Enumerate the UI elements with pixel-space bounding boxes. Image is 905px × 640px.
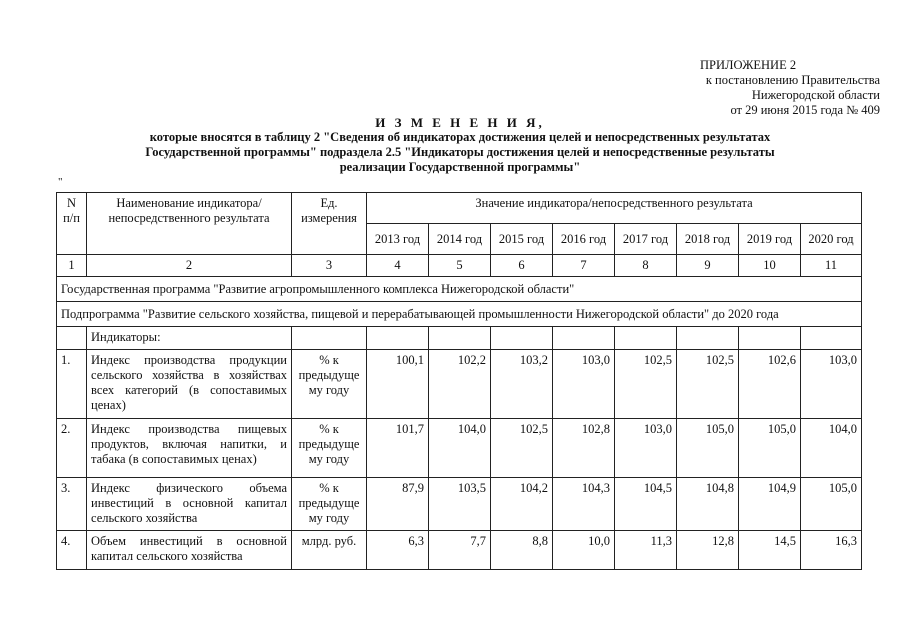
value-cell: 105,0 [677, 419, 739, 478]
value-cell: 104,3 [553, 478, 615, 531]
value-cell: 104,8 [677, 478, 739, 531]
value-cell: 105,0 [801, 478, 862, 531]
header-num: N п/п [57, 193, 87, 255]
table-row [57, 478, 862, 531]
column-number: 1 [57, 255, 87, 277]
header-year: 2018 год [677, 224, 739, 255]
value-cell: 102,6 [739, 350, 801, 419]
indicators-label: Индикаторы: [87, 327, 292, 350]
header-unit: Ед. измерения [292, 193, 367, 255]
column-number: 3 [292, 255, 367, 277]
table-row [57, 350, 862, 419]
value-cell: 104,0 [429, 419, 491, 478]
indicator-name: Индекс физического объема инвестиций в основной капитал сельского хозяйства [87, 478, 292, 531]
column-number: 8 [615, 255, 677, 277]
value-cell: 102,5 [615, 350, 677, 419]
value-cell: 103,5 [429, 478, 491, 531]
program-title: Государственная программа "Развитие агропромышленного комплекса Нижегородской области" [57, 277, 862, 302]
indicator-name: Индекс производства пищевых продуктов, включая напитки, и табака (в сопоставимых ценах) [87, 419, 292, 478]
column-number: 5 [429, 255, 491, 277]
value-cell: 104,5 [615, 478, 677, 531]
header-year: 2016 год [553, 224, 615, 255]
value-cell: 7,7 [429, 531, 491, 570]
value-cell: 104,0 [801, 419, 862, 478]
appendix-block [640, 58, 880, 118]
indicators-table [56, 192, 862, 570]
header-year: 2014 год [429, 224, 491, 255]
value-cell: 87,9 [367, 478, 429, 531]
value-cell: 16,3 [801, 531, 862, 570]
value-cell: 103,0 [801, 350, 862, 419]
table-row [57, 531, 862, 570]
unit-cell: % к предыдуще му году [292, 419, 367, 478]
document-heading [90, 115, 830, 175]
row-number: 1. [57, 350, 87, 419]
appendix-line: к постановлению Правительства [705, 73, 880, 87]
column-number: 11 [801, 255, 862, 277]
heading-line: Государственной программы" подраздела 2.5 "Индикаторы достижения целей и непосредственные результаты [145, 145, 775, 159]
unit-cell: % к предыдуще му году [292, 478, 367, 531]
heading-line: реализации Государственной программы" [339, 160, 581, 174]
header-value: Значение индикатора/непосредственного результата [367, 193, 862, 224]
appendix-line: Нижегородской области [751, 88, 880, 102]
header-year: 2013 год [367, 224, 429, 255]
column-number-row [57, 255, 862, 277]
header-name: Наименование индикатора/ непосредственного результата [87, 193, 292, 255]
indicator-name: Объем инвестиций в основной капитал сельского хозяйства [87, 531, 292, 570]
value-cell: 102,8 [553, 419, 615, 478]
value-cell: 8,8 [491, 531, 553, 570]
indicators-label-row [57, 327, 862, 350]
header-year: 2017 год [615, 224, 677, 255]
row-number: 3. [57, 478, 87, 531]
heading-title: И З М Е Н Е Н И Я, [375, 115, 545, 130]
value-cell: 104,2 [491, 478, 553, 531]
value-cell: 100,1 [367, 350, 429, 419]
column-number: 2 [87, 255, 292, 277]
subprogram-title: Подпрограмма "Развитие сельского хозяйства, пищевой и перерабатывающей промышленности Нижегородской области" до 2020 года [57, 302, 862, 327]
value-cell: 6,3 [367, 531, 429, 570]
appendix-line: от 29 июня 2015 года № 409 [730, 103, 880, 117]
appendix-line: ПРИЛОЖЕНИЕ 2 [700, 58, 797, 72]
value-cell: 104,9 [739, 478, 801, 531]
value-cell: 102,5 [677, 350, 739, 419]
value-cell: 102,2 [429, 350, 491, 419]
unit-cell: млрд. руб. [292, 531, 367, 570]
unit-cell: % к предыдуще му году [292, 350, 367, 419]
value-cell: 103,2 [491, 350, 553, 419]
column-number: 7 [553, 255, 615, 277]
header-year: 2015 год [491, 224, 553, 255]
column-number: 9 [677, 255, 739, 277]
header-year: 2020 год [801, 224, 862, 255]
heading-line: которые вносятся в таблицу 2 "Сведения об индикаторах достижения целей и непосредственных результатах [149, 130, 771, 144]
value-cell: 14,5 [739, 531, 801, 570]
value-cell: 11,3 [615, 531, 677, 570]
opening-quote: " [58, 176, 63, 188]
column-number: 6 [491, 255, 553, 277]
value-cell: 102,5 [491, 419, 553, 478]
value-cell: 10,0 [553, 531, 615, 570]
value-cell: 103,0 [553, 350, 615, 419]
value-cell: 105,0 [739, 419, 801, 478]
column-number: 10 [739, 255, 801, 277]
table-row [57, 419, 862, 478]
value-cell: 103,0 [615, 419, 677, 478]
indicator-name: Индекс производства продукции сельского хозяйства в хозяйствах всех категорий (в сопоставимых ценах) [87, 350, 292, 419]
value-cell: 101,7 [367, 419, 429, 478]
row-number: 4. [57, 531, 87, 570]
row-number: 2. [57, 419, 87, 478]
value-cell: 12,8 [677, 531, 739, 570]
column-number: 4 [367, 255, 429, 277]
header-year: 2019 год [739, 224, 801, 255]
